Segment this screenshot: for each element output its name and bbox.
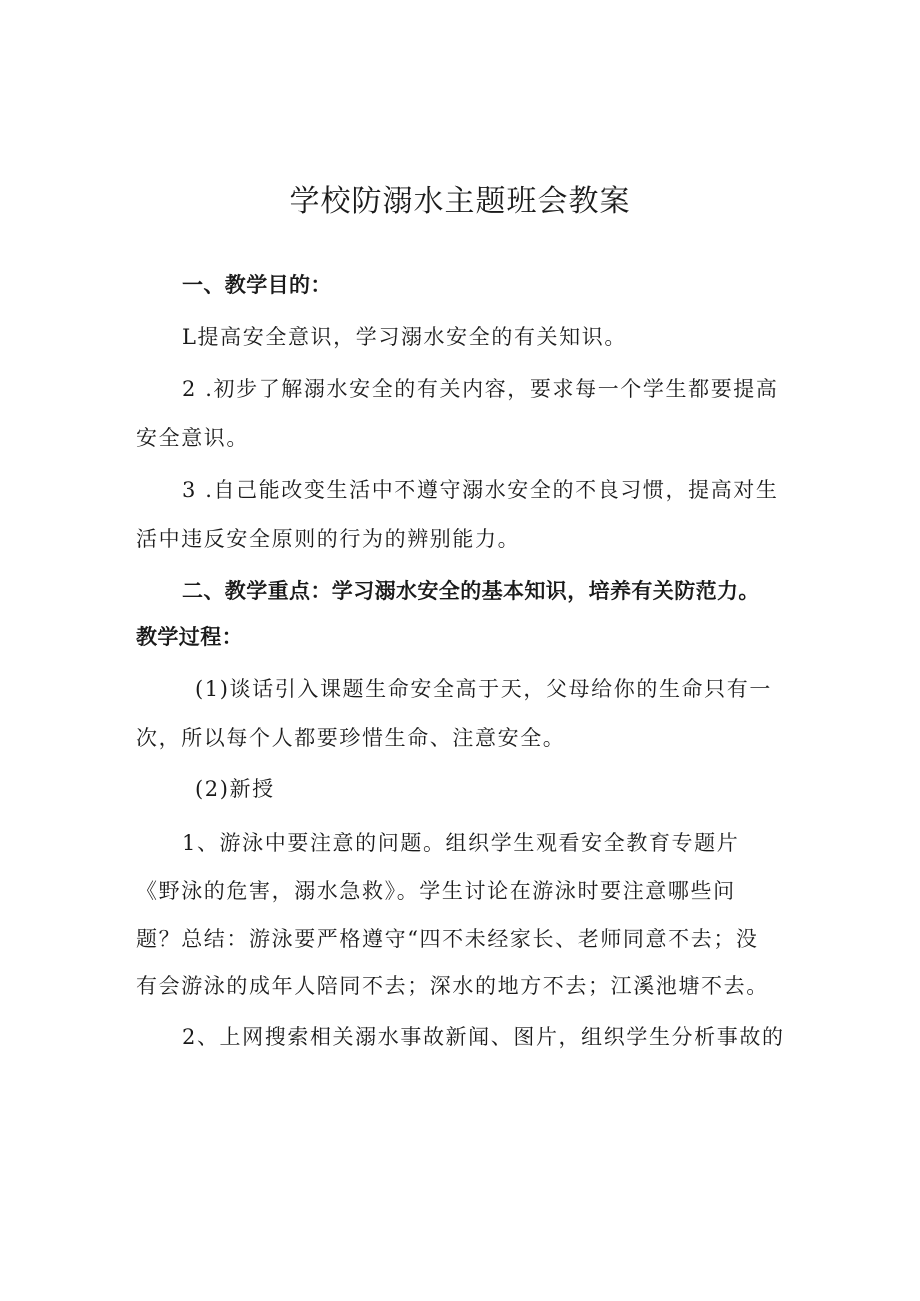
paragraph-line: 2、上网搜索相关溺水事故新闻、图片，组织学生分析事故的 xyxy=(182,1025,785,1049)
paragraph-line: 《野泳的危害，溺水急救》。学生讨论在游泳时要注意哪些问 xyxy=(136,879,736,903)
section-heading-key-points: 二、教学重点：学习溺水安全的基本知识，培养有关防范力。 xyxy=(182,579,760,603)
document-title: 学校防溺水主题班会教案 xyxy=(289,184,631,219)
paragraph-line: L提高安全意识，学习溺水安全的有关知识。 xyxy=(182,325,627,349)
section-heading-objectives: 一、教学目的： xyxy=(182,273,332,297)
paragraph-line: 有会游泳的成年人陪同不去；深水的地方不去；江溪池塘不去。 xyxy=(136,974,769,998)
paragraph-line: 2 .初步了解溺水安全的有关内容，要求每一个学生都要提高 xyxy=(182,377,779,401)
section-heading-process: 教学过程： xyxy=(136,625,243,649)
paragraph-line: 安全意识。 xyxy=(136,426,249,450)
paragraph-line: 3 .自己能改变生活中不遵守溺水安全的不良习惯，提高对生 xyxy=(182,478,779,502)
paragraph-line: 活中违反安全原则的行为的辨别能力。 xyxy=(136,527,521,551)
paragraph-line: (1)谈话引入课题生命安全高于天，父母给你的生命只有一 xyxy=(195,677,772,701)
paragraph-line: 1、游泳中要注意的问题。组织学生观看安全教育专题片 xyxy=(182,831,740,855)
paragraph-line: 次，所以每个人都要珍惜生命、注意安全。 xyxy=(136,726,566,750)
paragraph-line: 题？总结：游泳要严格遵守“四不未经家长、老师同意不去；没 xyxy=(136,927,759,951)
paragraph-line: (2)新授 xyxy=(195,777,275,801)
